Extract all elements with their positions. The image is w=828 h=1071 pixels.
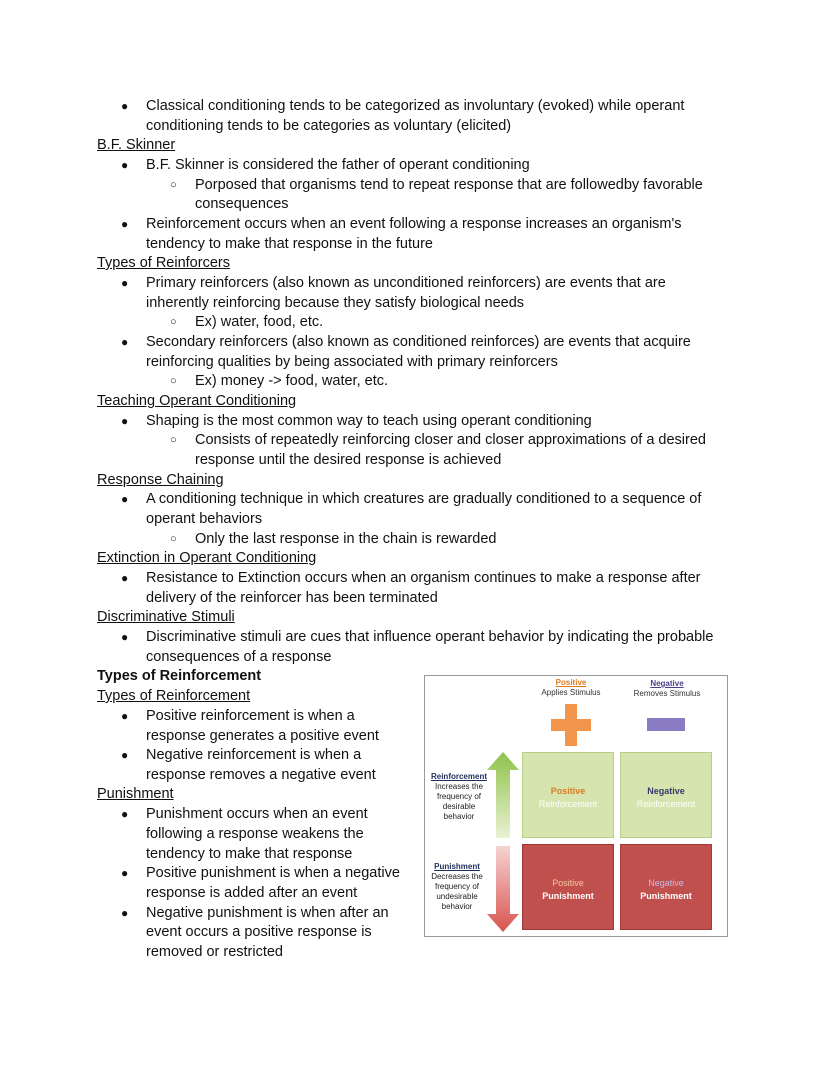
- reinforcers-b2-sub: Ex) money -> food, water, etc.: [195, 373, 389, 389]
- discriminative-b1: Discriminative stimuli are cues that influence operant behavior by indicating the probable: [146, 629, 714, 645]
- cell-neg-reinf-a: Negative: [647, 786, 685, 796]
- punishment-b1-l3: tendency to make that response: [146, 846, 353, 862]
- down-arrow-icon: [487, 846, 519, 932]
- reinforcement-b2-l2: response removes a negative event: [146, 767, 376, 783]
- skinner-b2: Reinforcement occurs when an event following a response increases an organism's: [146, 216, 682, 232]
- plus-icon: [551, 704, 591, 746]
- cell-neg-reinf-b: Reinforcement: [636, 799, 696, 809]
- cell-negative-punishment: [620, 844, 712, 930]
- punishment-b1-l1: Punishment occurs when an event: [146, 806, 368, 822]
- bullet-dot: ●: [121, 492, 129, 506]
- bullet-dot: ●: [121, 571, 129, 585]
- cell-positive-punishment: [522, 844, 614, 930]
- bullet-dot: ●: [121, 807, 129, 821]
- chaining-b1-cont: operant behaviors: [146, 511, 263, 527]
- bullet-dot: ●: [121, 866, 129, 880]
- row-reinforcement-title: Reinforcement: [430, 772, 487, 781]
- extinction-b1-cont: delivery of the reinforcer has been terminated: [146, 590, 438, 606]
- cell-positive-reinforcement: [522, 752, 614, 838]
- row-punishment-l2: frequency of: [434, 882, 480, 891]
- bullet-dot: ●: [121, 414, 129, 428]
- row-reinforcement-l3: desirable: [442, 802, 476, 811]
- chaining-b1: A conditioning technique in which creatures are gradually conditioned to a sequence of: [146, 491, 702, 507]
- bullet-dot: ●: [121, 158, 129, 172]
- reinforcers-b2: Secondary reinforcers (also known as conditioned reinforces) are events that acquire: [146, 334, 691, 350]
- cell-neg-pun-a: Negative: [648, 878, 684, 888]
- reinforcers-b2-cont: reinforcing qualities by being associated with primary reinforcers: [146, 354, 558, 370]
- teaching-b1-sub-cont: response until the desired response is achieved: [195, 452, 502, 468]
- minus-icon: [647, 718, 685, 732]
- row-reinforcement-label: [427, 772, 491, 822]
- punishment-b3-l2: event occurs a positive response is: [146, 924, 372, 940]
- punishment-b3-l1: Negative punishment is when after an: [146, 905, 389, 921]
- reinforcers-b1-sub: Ex) water, food, etc.: [195, 314, 324, 330]
- skinner-b1: B.F. Skinner is considered the father of operant conditioning: [146, 157, 530, 173]
- bullet-dot: ●: [121, 99, 129, 113]
- punishment-b1-l2: following a response weakens the: [146, 826, 364, 842]
- sub-bullet-circle: ○: [170, 533, 177, 545]
- punishment-b3-l3: removed or restricted: [146, 944, 283, 960]
- col-positive-sub: Applies Stimulus: [541, 688, 601, 697]
- cell-pos-pun-a: Positive: [552, 878, 584, 888]
- bullet-dot: ●: [121, 217, 129, 231]
- row-reinforcement-l4: behavior: [443, 812, 475, 821]
- bullet-dot: ●: [121, 748, 129, 762]
- chaining-b1-sub: Only the last response in the chain is rewarded: [195, 531, 497, 547]
- col-negative-header: [621, 679, 713, 699]
- classical-bullet-cont: conditioning tends to be categories as voluntary (elicited): [146, 118, 512, 134]
- row-punishment-title: Punishment: [434, 862, 480, 871]
- col-negative-sub: Removes Stimulus: [633, 689, 701, 698]
- teaching-b1: Shaping is the most common way to teach using operant conditioning: [146, 413, 592, 429]
- bullet-dot: ●: [121, 335, 129, 349]
- col-negative-title: Negative: [650, 679, 684, 688]
- row-punishment-label: [427, 862, 487, 912]
- sub-bullet-circle: ○: [170, 316, 177, 328]
- sub-bullet-circle: ○: [170, 375, 177, 387]
- heading-discriminative: Discriminative Stimuli: [97, 609, 235, 625]
- sub-bullet-circle: ○: [170, 179, 177, 191]
- heading-reinforcement: Types of Reinforcement: [97, 688, 251, 704]
- bold-heading-reinforcement: Types of Reinforcement: [97, 668, 262, 684]
- row-punishment-l3: undesirable: [436, 892, 478, 901]
- heading-reinforcers: Types of Reinforcers: [97, 255, 230, 271]
- sub-bullet-circle: ○: [170, 434, 177, 446]
- punishment-b2-l2: response is added after an event: [146, 885, 358, 901]
- heading-punishment: Punishment: [97, 786, 174, 802]
- heading-teaching: Teaching Operant Conditioning: [97, 393, 297, 409]
- discriminative-b1-cont: consequences of a response: [146, 649, 332, 665]
- heading-skinner: B.F. Skinner: [97, 137, 176, 153]
- skinner-b1-sub-cont: consequences: [195, 196, 289, 212]
- reinforcement-b1-l2: response generates a positive event: [146, 728, 379, 744]
- col-positive-header: [525, 678, 617, 698]
- cell-pos-reinf-a: Positive: [550, 786, 586, 796]
- reinforcement-b2-l1: Negative reinforcement is when a: [146, 747, 362, 763]
- cell-neg-pun-b: Punishment: [640, 891, 692, 901]
- reinforcement-punishment-diagram: [424, 675, 728, 937]
- row-reinforcement-l1: Increases the: [434, 782, 484, 791]
- cell-pos-reinf-b: Reinforcement: [538, 799, 598, 809]
- teaching-b1-sub: Consists of repeatedly reinforcing closer and closer approximations of a desired: [195, 432, 706, 448]
- col-positive-title: Positive: [555, 678, 587, 687]
- reinforcers-b1: Primary reinforcers (also known as unconditioned reinforcers) are events that are: [146, 275, 666, 291]
- extinction-b1: Resistance to Extinction occurs when an organism continues to make a response after: [146, 570, 701, 586]
- reinforcement-b1-l1: Positive reinforcement is when a: [146, 708, 355, 724]
- row-punishment-l1: Decreases the: [431, 872, 483, 881]
- classical-bullet: Classical conditioning tends to be categorized as involuntary (evoked) while operant: [146, 98, 685, 114]
- bullet-dot: ●: [121, 709, 129, 723]
- heading-chaining: Response Chaining: [97, 472, 224, 488]
- punishment-b2-l1: Positive punishment is when a negative: [146, 865, 400, 881]
- skinner-b1-sub: Porposed that organisms tend to repeat response that are followedby favorable: [195, 177, 703, 193]
- skinner-b2-cont: tendency to make that response in the future: [146, 236, 433, 252]
- reinforcers-b1-cont: inherently reinforcing because they satisfy biological needs: [146, 295, 525, 311]
- heading-extinction: Extinction in Operant Conditioning: [97, 550, 317, 566]
- bullet-dot: ●: [121, 630, 129, 644]
- bullet-dot: ●: [121, 276, 129, 290]
- row-reinforcement-l2: frequency of: [436, 792, 482, 801]
- cell-pos-pun-b: Punishment: [542, 891, 594, 901]
- row-punishment-l4: behavior: [441, 902, 473, 911]
- bullet-dot: ●: [121, 906, 129, 920]
- cell-negative-reinforcement: [620, 752, 712, 838]
- up-arrow-icon: [487, 752, 519, 838]
